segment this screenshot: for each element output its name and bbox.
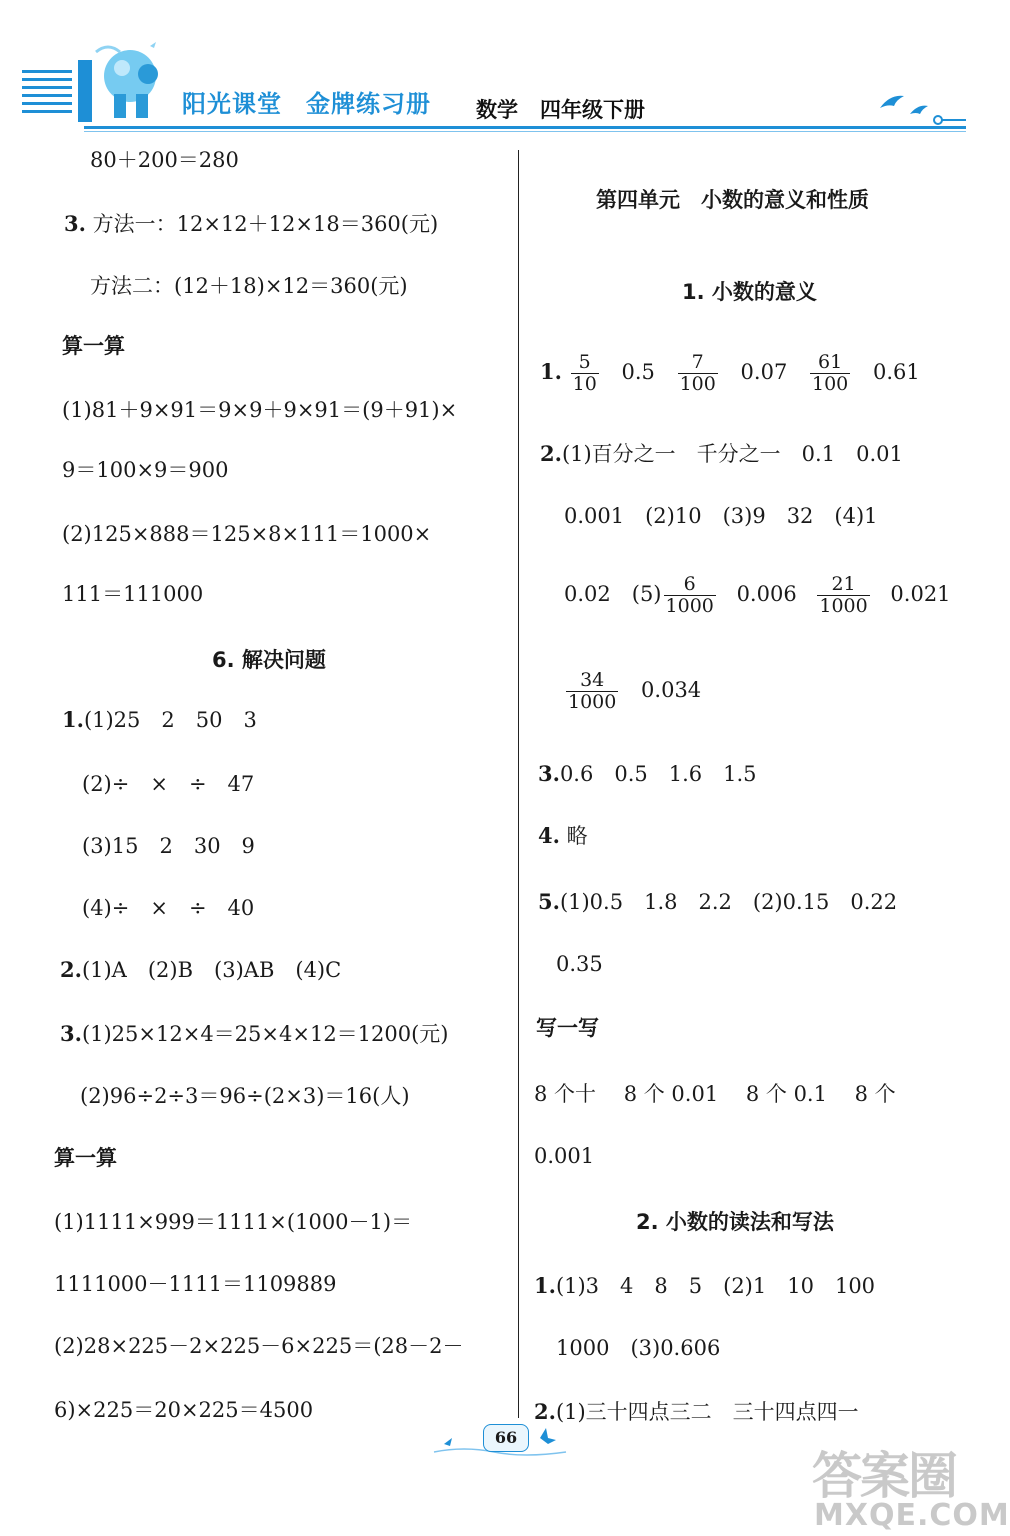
section-title: 1. 小数的意义: [682, 280, 817, 304]
answer-text: (1)三十四点三二 三十四点四一: [555, 1400, 859, 1424]
answer-line: (2)28×225－2×225－6×225＝(28－2－: [54, 1334, 464, 1358]
item-number: 1.: [62, 707, 84, 732]
answer-text: (1)25×12×4＝25×4×12＝1200(元): [81, 1022, 449, 1046]
answer-line: 0.001: [534, 1144, 595, 1168]
answer-text: (1)A (2)B (3)AB (4)C: [81, 958, 342, 982]
answer-line: [60, 956, 341, 984]
birds-icon: [876, 80, 968, 130]
watermark-url: MXQE.COM: [814, 1498, 1010, 1533]
answer-line: (2)96÷2÷3＝96÷(2×3)＝16(人): [80, 1084, 410, 1108]
answer-value: 0.61: [872, 360, 920, 384]
answer-line: (3)15 2 30 9: [82, 834, 255, 858]
answer-line: [64, 210, 438, 238]
mascot-logo: [88, 38, 178, 124]
answer-text: 0.02 (5): [564, 582, 662, 606]
answer-line: 0.35: [556, 952, 603, 976]
section-label: 算一算: [62, 334, 125, 358]
answer-line: 111＝111000: [62, 582, 204, 606]
header-rule-thin: [84, 131, 966, 132]
answer-line: [538, 888, 897, 916]
item-number: 1.: [534, 1273, 556, 1298]
answer-value: 0.034: [641, 678, 702, 702]
item-number: 2.: [534, 1399, 556, 1424]
header-stripes: [22, 70, 72, 120]
item-number: 3.: [64, 211, 86, 236]
answer-line: (1)1111×999＝1111×(1000－1)＝: [54, 1210, 413, 1234]
section-label: 算一算: [54, 1146, 117, 1170]
answer-text: (1)0.5 1.8 2.2 (2)0.15 0.22: [559, 890, 898, 914]
answer-line: [534, 1272, 875, 1300]
column-divider: [518, 150, 519, 1418]
answer-line: 方法二：(12＋18)×12＝360(元): [90, 274, 408, 298]
answer-line: 9＝100×9＝900: [62, 458, 229, 482]
item-number: 3.: [538, 761, 560, 786]
answer-line: (2)125×888＝125×8×111＝1000×: [62, 522, 432, 546]
item-number: 5.: [538, 889, 560, 914]
answer-line: (1)81＋9×91＝9×9＋9×91＝(9＋91)×: [62, 398, 458, 422]
answer-line: [564, 666, 701, 714]
answer-text: (1)25 2 50 3: [83, 708, 257, 732]
answer-line: [538, 822, 588, 850]
answer-value: 0.021: [890, 582, 951, 606]
item-number: 2.: [60, 957, 82, 982]
answer-line: 0.001 (2)10 (3)9 32 (4)1: [564, 504, 878, 528]
answer-line: 6)×225＝20×225＝4500: [54, 1398, 314, 1422]
answer-line: (2)÷ × ÷ 47: [82, 772, 255, 796]
fraction: $\frac{7}{100}$: [679, 351, 716, 395]
answer-value: 0.07: [740, 360, 788, 384]
section-title: 6. 解决问题: [212, 648, 326, 672]
watermark-text: 答案圈: [812, 1447, 956, 1505]
item-number: 4.: [538, 823, 560, 848]
subject: 数学: [476, 98, 518, 122]
book-name: 金牌练习册: [306, 90, 431, 118]
answer-line: 80＋200＝280: [90, 148, 239, 172]
answer-line: 1111000－1111＝1109889: [54, 1272, 337, 1296]
answer-line: [60, 1020, 449, 1048]
item-number: 2.: [540, 441, 562, 466]
item-number: 3.: [60, 1021, 82, 1046]
fraction: $\frac{21}{1000}$: [819, 573, 868, 617]
fraction: $\frac{6}{1000}$: [665, 573, 714, 617]
answer-line: (4)÷ × ÷ 40: [82, 896, 255, 920]
section-label: 写一写: [536, 1016, 599, 1040]
answer-line: [564, 570, 951, 618]
answer-line: 1000 (3)0.606: [556, 1336, 721, 1360]
page-header: [0, 0, 982, 140]
fraction: $\frac{5}{10}$: [572, 351, 597, 395]
item-number: 1.: [540, 359, 562, 384]
answer-line: [540, 440, 903, 468]
header-rule: [84, 126, 966, 129]
watermark-logo: [812, 1432, 1010, 1533]
page-number: 66: [483, 1424, 529, 1452]
answer-text: 0.6 0.5 1.6 1.5: [559, 762, 757, 786]
section-title: 2. 小数的读法和写法: [636, 1210, 834, 1234]
fraction: $\frac{61}{100}$: [812, 351, 849, 395]
unit-title: 第四单元 小数的意义和性质: [596, 188, 869, 212]
answer-value: 0.006: [736, 582, 797, 606]
fraction: $\frac{34}{1000}$: [568, 669, 617, 713]
answer-text: (1)3 4 8 5 (2)1 10 100: [555, 1274, 876, 1298]
answer-value: 0.5: [621, 360, 655, 384]
answer-line: [62, 706, 257, 734]
answer-line: 8 个十 8 个 0.01 8 个 0.1 8 个: [534, 1082, 896, 1106]
grade: 四年级下册: [540, 98, 645, 122]
answer-text: (1)百分之一 千分之一 0.1 0.01: [561, 442, 903, 466]
book-title: [182, 84, 431, 119]
answer-line: [540, 348, 920, 396]
answer-text: 略: [566, 824, 588, 848]
subject-grade: [476, 94, 645, 124]
answer-text: 方法一：12×12＋12×18＝360(元): [92, 212, 439, 236]
answer-line: [534, 1398, 859, 1426]
series-name: 阳光课堂: [182, 90, 282, 118]
answer-line: [538, 760, 757, 788]
